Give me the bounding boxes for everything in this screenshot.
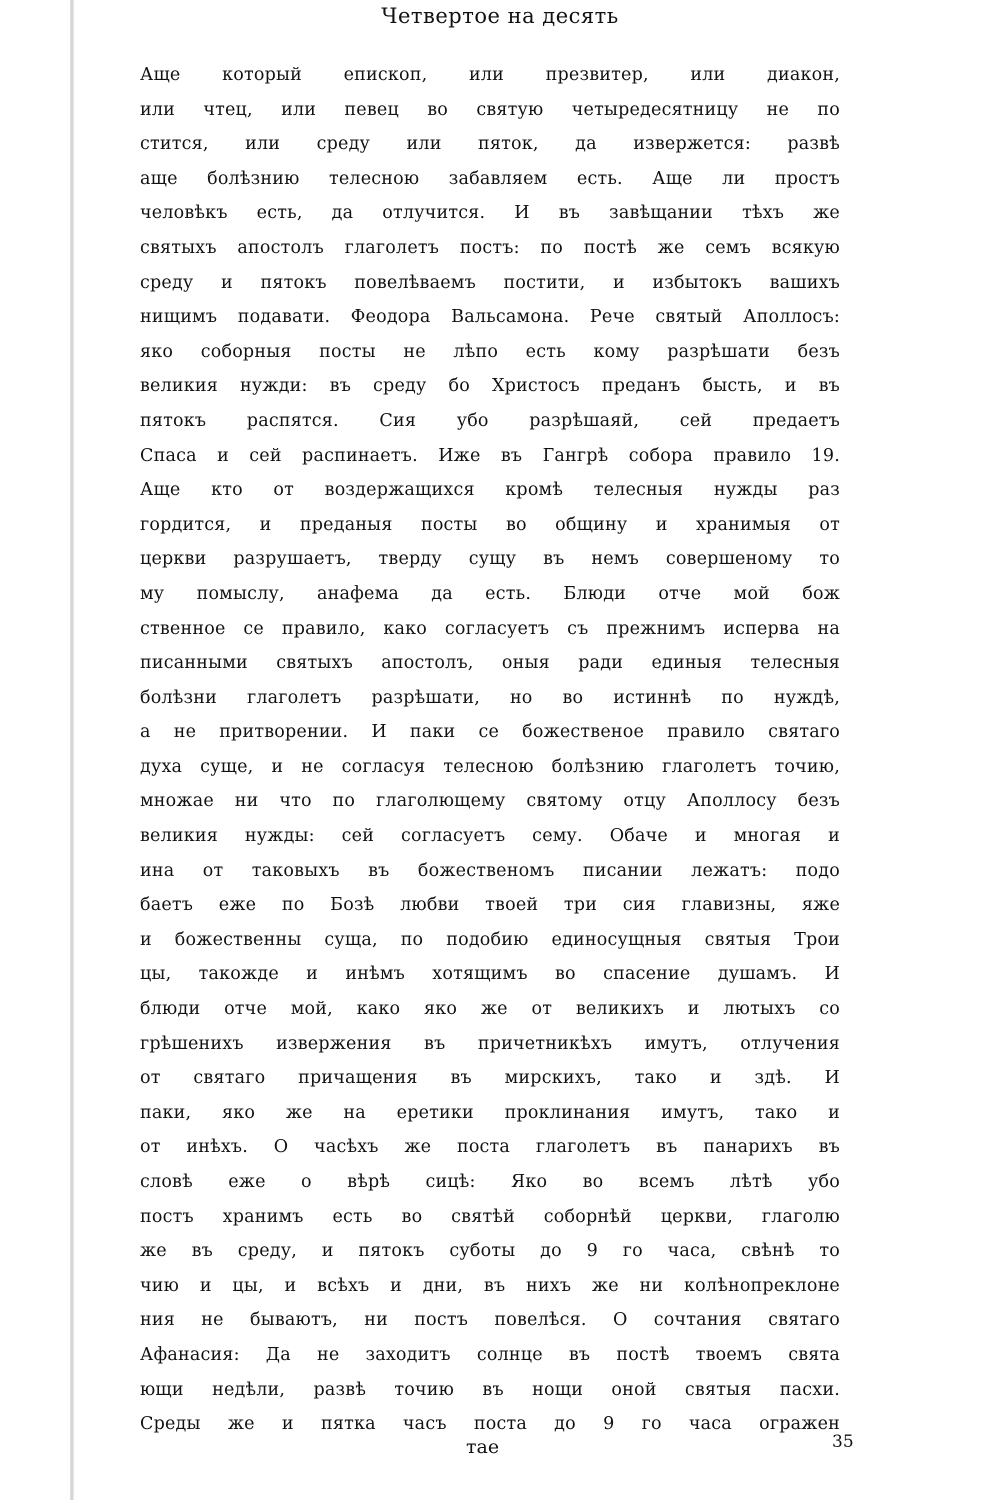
folio-number: 35: [832, 1432, 854, 1452]
text-line: блюди отче мой, како яко же от великихъ и лютыхъ со: [140, 999, 840, 1020]
text-line: болѣзни глаголетъ разрѣшати, но во истиннѣ по нуждѣ,: [140, 687, 840, 708]
text-line: аще болѣзнию телесною забавляем есть. Аще ли простъ: [140, 168, 840, 189]
text-line: от инѣхъ. О часѣхъ же поста глаголетъ въ панарихъ въ: [140, 1137, 840, 1158]
text-line: же въ среду, и пятокъ суботы до 9 го часа, свѣнѣ то: [140, 1241, 840, 1262]
main-text: [140, 58, 840, 1442]
text-line: Среды же и пятка часъ поста до 9 го часа огражен: [140, 1414, 840, 1435]
text-line: ственное се правило, како согласуетъ съ прежнимъ исперва на: [140, 618, 840, 639]
page-gutter-edge: [70, 0, 74, 1500]
text-line: паки, яко же на еретики проклинания имутъ, тако и: [140, 1102, 840, 1123]
text-line: нищимъ подавати. Феодора Вальсамона. Рече святый Аполлосъ:: [140, 307, 840, 328]
text-line: чию и цы, и всѣхъ и дни, въ нихъ же ни колѣнопреклоне: [140, 1275, 840, 1296]
text-line: и божественны суща, по подобию единосущныя святыя Трои: [140, 929, 840, 950]
text-line: пятокъ распятся. Сия убо разрѣшаяй, сей предаетъ: [140, 410, 840, 431]
text-line: Аще кто от воздержащихся кромѣ телесныя нужды раз: [140, 480, 840, 501]
text-line: или чтец, или певец во святую четыредесятницу не по: [140, 99, 840, 120]
text-line: грѣшенихъ извержения въ причетникѣхъ имутъ, отлучения: [140, 1033, 840, 1054]
text-line: Афанасия: Да не заходитъ солнце въ постѣ твоемъ свята: [140, 1344, 840, 1365]
text-line: великия нужди: въ среду бо Христосъ преданъ бысть, и въ: [140, 376, 840, 397]
text-line: а не притворении. И паки се божественое правило святаго: [140, 722, 840, 743]
text-line: гордится, и преданыя посты во общину и хранимыя от: [140, 514, 840, 535]
text-line: постъ хранимъ есть во святѣй соборнѣй церкви, глаголю: [140, 1206, 840, 1227]
text-line: цы, такожде и инѣмъ хотящимъ во спасение душамъ. И: [140, 964, 840, 985]
text-line: ния не бываютъ, ни постъ повелѣся. О сочтания святаго: [140, 1310, 840, 1331]
text-line: церкви разрушаетъ, тверду сущу въ немъ совершеному то: [140, 549, 840, 570]
running-head: Четвертое на десять: [381, 4, 619, 28]
text-line: человѣкъ есть, да отлучится. И въ завѣщании тѣхъ же: [140, 203, 840, 224]
text-line: святыхъ апостолъ глаголетъ постъ: по постѣ же семъ всякую: [140, 237, 840, 258]
text-line: среду и пятокъ повелѣваемъ постити, и избытокъ вашихъ: [140, 272, 840, 293]
text-line: стится, или среду или пяток, да извержется: развѣ: [140, 134, 840, 155]
text-line: словѣ еже о вѣрѣ сицѣ: Яко во всемъ лѣтѣ убо: [140, 1172, 840, 1192]
text-line: великия нужды: сей согласуетъ сему. Обаче и многая и: [140, 826, 840, 847]
text-line: ина от таковыхъ въ божественомъ писании лежатъ: подо: [140, 860, 840, 881]
text-line: от святаго причащения въ мирскихъ, тако и здѣ. И: [140, 1068, 840, 1089]
text-line: множае ни что по глаголющему святому отцу Аполлосу безъ: [140, 791, 840, 812]
text-line: ющи недѣли, развѣ точию въ нощи оной святыя пасхи.: [140, 1379, 840, 1400]
text-line: Аще который епископ, или презвитер, или диакон,: [140, 65, 840, 85]
text-line: баетъ еже по Бозѣ любви твоей три сия главизны, яже: [140, 895, 840, 916]
catchword: тае: [466, 1436, 500, 1458]
text-line: писанными святыхъ апостолъ, оныя ради единыя телесныя: [140, 653, 840, 674]
text-line: яко соборныя посты не лѣпо есть кому разрѣшати безъ: [140, 341, 840, 362]
text-line: Спаса и сей распинаетъ. Иже въ Гангрѣ собора правило 19.: [140, 445, 840, 466]
text-line: му помыслу, анафема да есть. Блюди отче мой бож: [140, 583, 840, 604]
text-line: духа суще, и не согласуя телесною болѣзнию глаголетъ точию,: [140, 756, 840, 777]
